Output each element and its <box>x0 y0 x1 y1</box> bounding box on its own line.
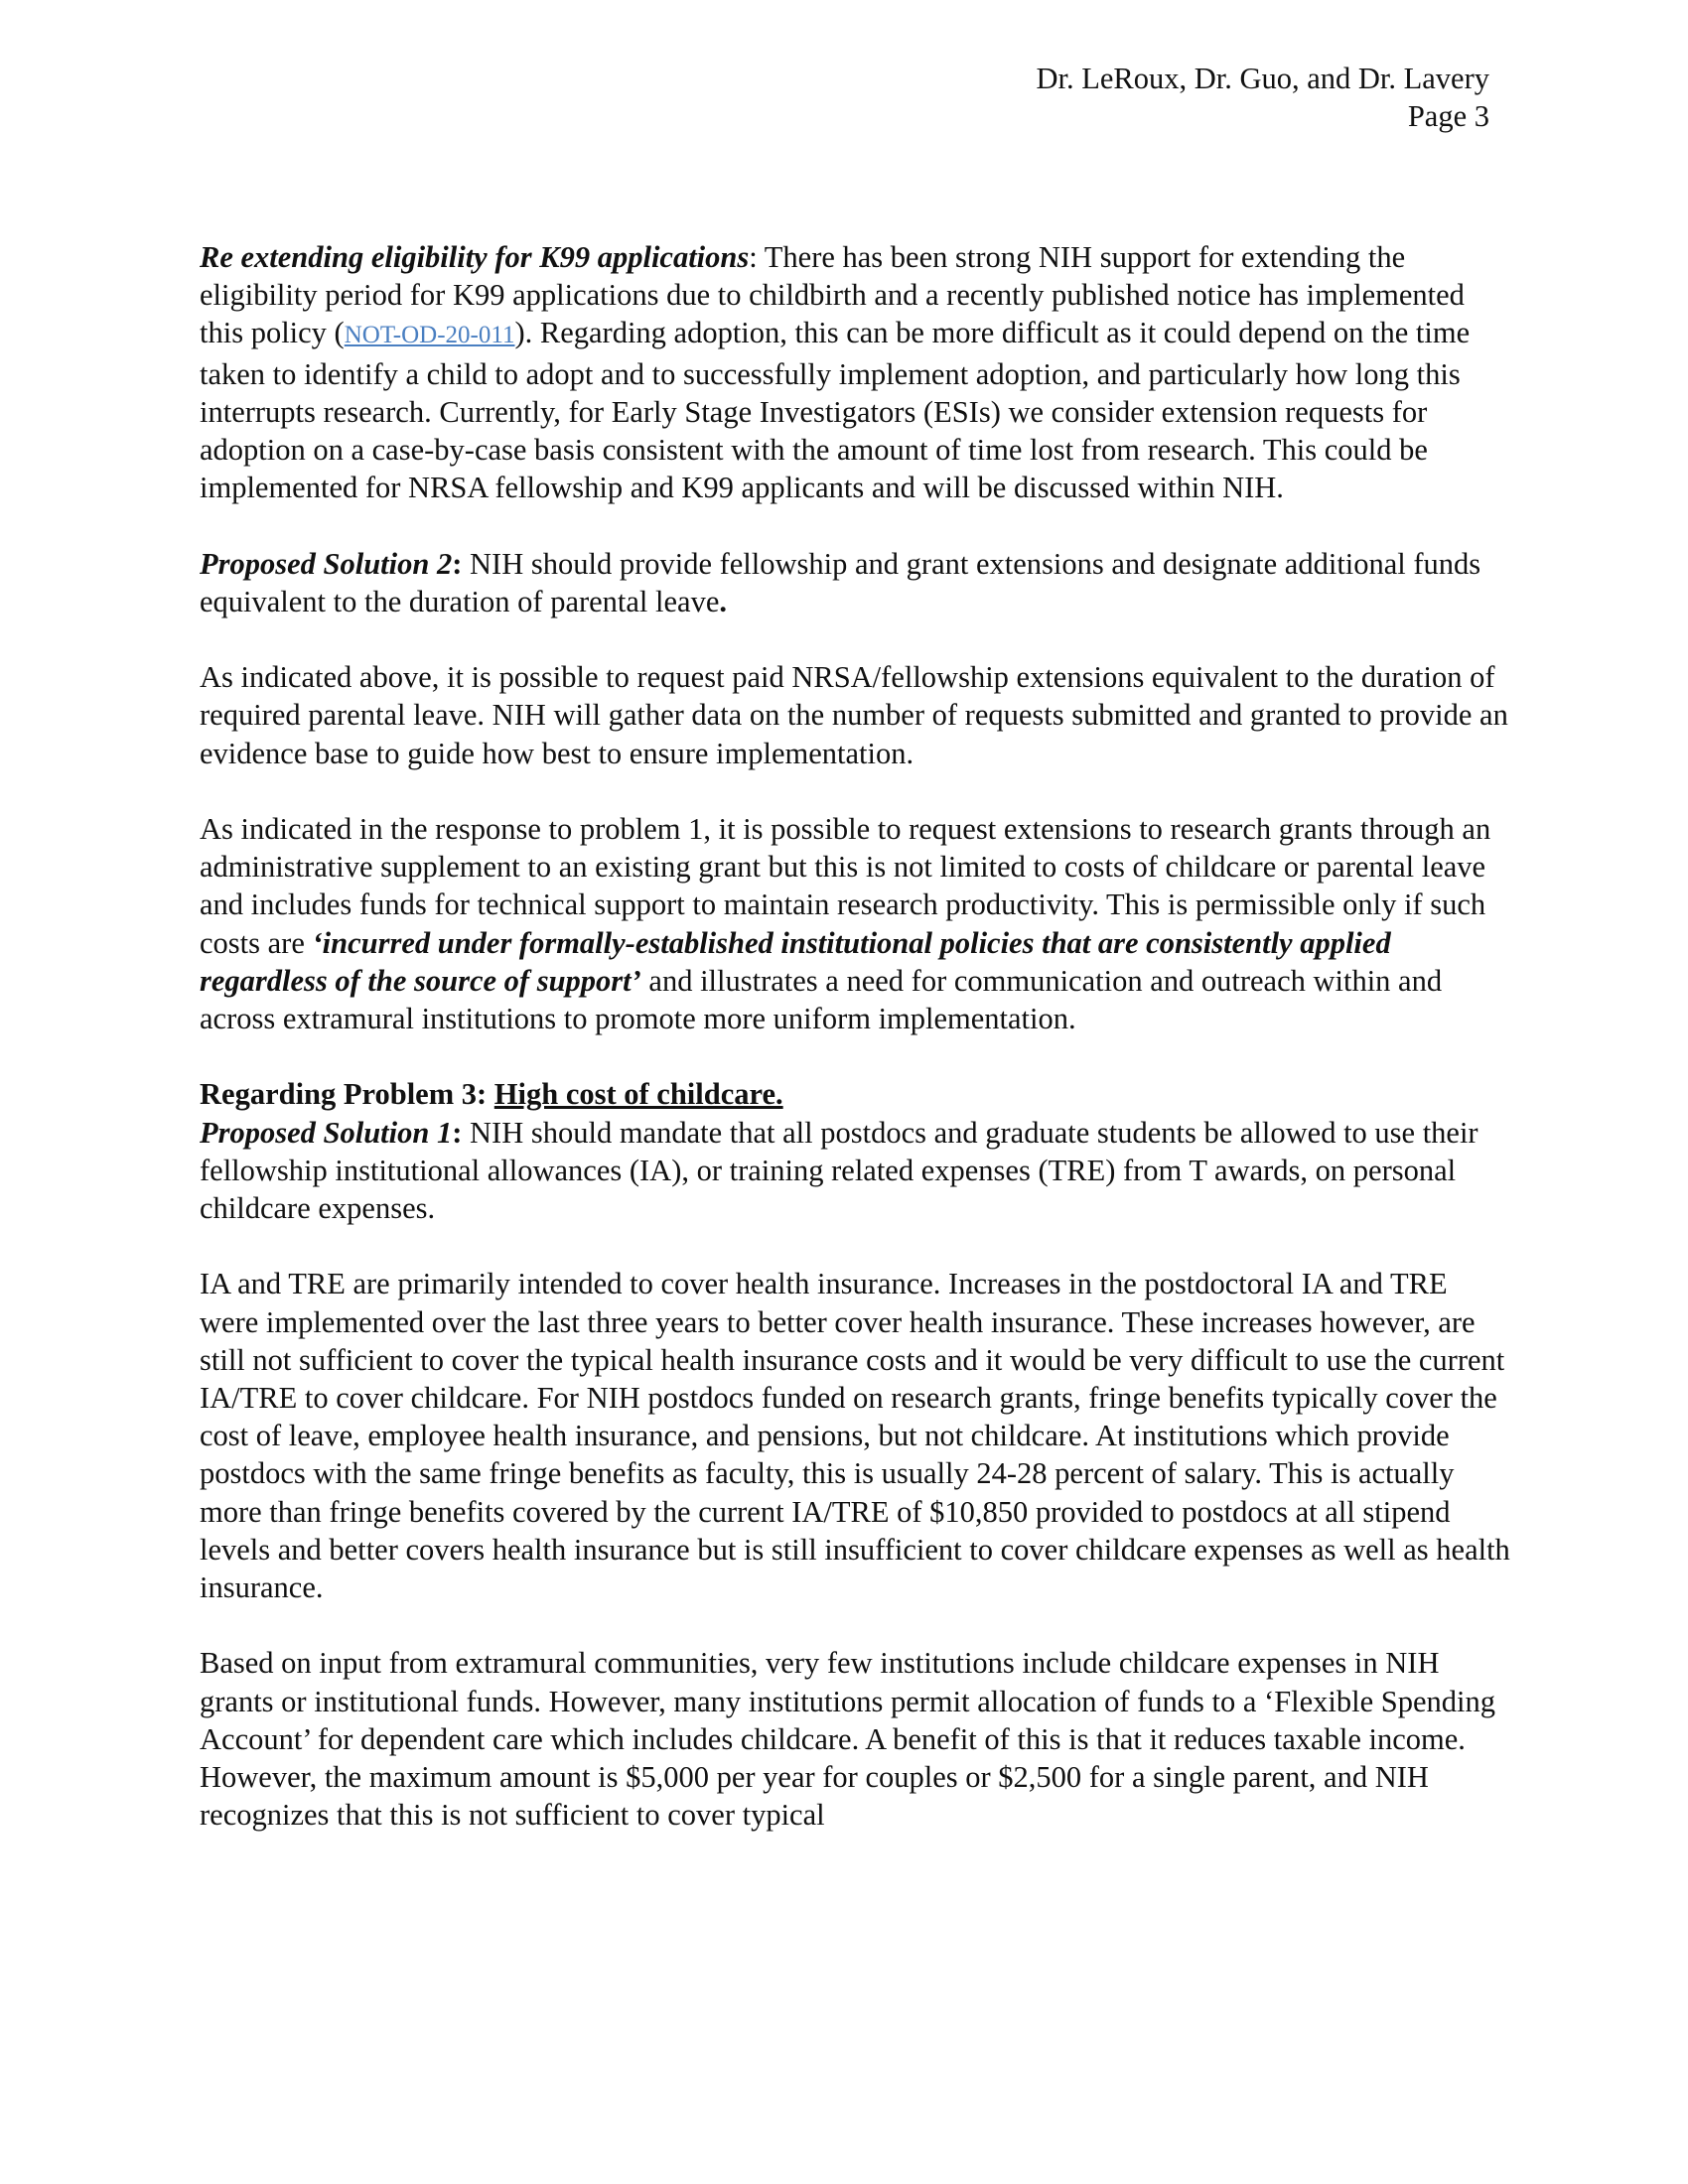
policy-quote: ‘incurred under formally-established institutional policies that are consistently applied regardless of the source of support’ <box>200 925 1391 998</box>
k99-eligibility-heading: Re extending eligibility for K99 applications <box>200 240 750 274</box>
solution-2-heading: Proposed Solution 2 <box>200 546 453 581</box>
ia-tre-paragraph: IA and TRE are primarily intended to cover health insurance. Increases in the postdoctoral IA and TRE were implemented over the last three years to better cover health insurance. These increases however, are still not sufficient to cover the typical health insurance costs and it would be very difficult to use the current IA/TRE to cover childcare. For NIH postdocs funded on research grants, fringe benefits typically cover the cost of leave, employee health insurance, and pensions, but not childcare. At institutions which provide postdocs with the same fringe benefits as faculty, this is usually 24-28 percent of salary. This is actually more than fringe benefits covered by the current IA/TRE of $10,850 provided to postdocs at all stipend levels and better covers health insurance but is still insufficient to cover childcare expenses as well as health insurance. <box>200 1267 1510 1605</box>
supplement-text-part-1: As indicated in the response to problem 1, it is possible to request extensions to research grants through an administrative supplement to an existing grant but this is not limited to costs of childcare or parental leave and includes funds for technical support to maintain research productivity. This is permissible only if such costs are <box>200 812 1491 960</box>
header-page-number: Page 3 <box>1407 99 1489 133</box>
solution-1-paragraph <box>200 1114 1510 1228</box>
header-recipients: Dr. LeRoux, Dr. Guo, and Dr. Lavery <box>1036 62 1489 95</box>
k99-text-part-1: : There has been strong NIH support for extending the eligibility period for K99 applications due to childbirth and a recently published notice has implemented this policy ( <box>200 240 1465 350</box>
solution-1-colon: : <box>452 1115 463 1150</box>
k99-eligibility-paragraph <box>200 238 1510 506</box>
solution-2-text: NIH should provide fellowship and grant extensions and designate additional funds equivalent to the duration of parental leave <box>200 546 1481 618</box>
solution-1-text: NIH should mandate that all postdocs and graduate students be allowed to use their fellowship institutional allowances (IA), or training related expenses (TRE) from T awards, on personal childcare expenses. <box>200 1115 1478 1226</box>
page-header <box>1036 60 1489 135</box>
solution-1-heading: Proposed Solution 1 <box>200 1115 453 1150</box>
problem-3-heading <box>200 1075 1510 1113</box>
problem-3-label: Regarding Problem 3: <box>200 1077 494 1112</box>
k99-text-part-2: ). Regarding adoption, this can be more difficult as it could depend on the time taken to identify a child to adopt and to successfully implement adoption, and particularly how long this interrupts research. Currently, for Early Stage Investigators (ESIs) we consider extension requests for adoption on a case-by-case basis consistent with the amount of time lost from research. This could be implemented for NRSA fellowship and K99 applicants and will be discussed within NIH. <box>200 316 1471 505</box>
problem-3-title: High cost of childcare. <box>493 1077 783 1112</box>
supplement-text-part-2: and illustrates a need for communication and outreach within and across extramural institutions to promote more uniform implementation. <box>200 963 1443 1036</box>
fsa-paragraph: Based on input from extramural communities, very few institutions include childcare expenses in NIH grants or institutional funds. However, many institutions permit allocation of funds to a ‘Flexible Spending Account’ for dependent care which includes childcare. A benefit of this is that it reduces taxable income. However, the maximum amount is $5,000 per year for couples or $2,500 for a single parent, and NIH recognizes that this is not sufficient to cover typical <box>200 1646 1496 1833</box>
solution-2-paragraph <box>200 545 1510 620</box>
supplement-paragraph <box>200 810 1510 1037</box>
notice-link[interactable]: NOT-OD-20-011 <box>344 322 515 349</box>
solution-2-colon: : <box>452 546 463 581</box>
document-body <box>200 238 1510 1872</box>
extensions-paragraph: As indicated above, it is possible to request paid NRSA/fellowship extensions equivalent to the duration of required parental leave. NIH will gather data on the number of requests submitted and granted to provide an evidence base to guide how best to ensure implementation. <box>200 660 1508 770</box>
solution-2-period: . <box>719 584 727 618</box>
